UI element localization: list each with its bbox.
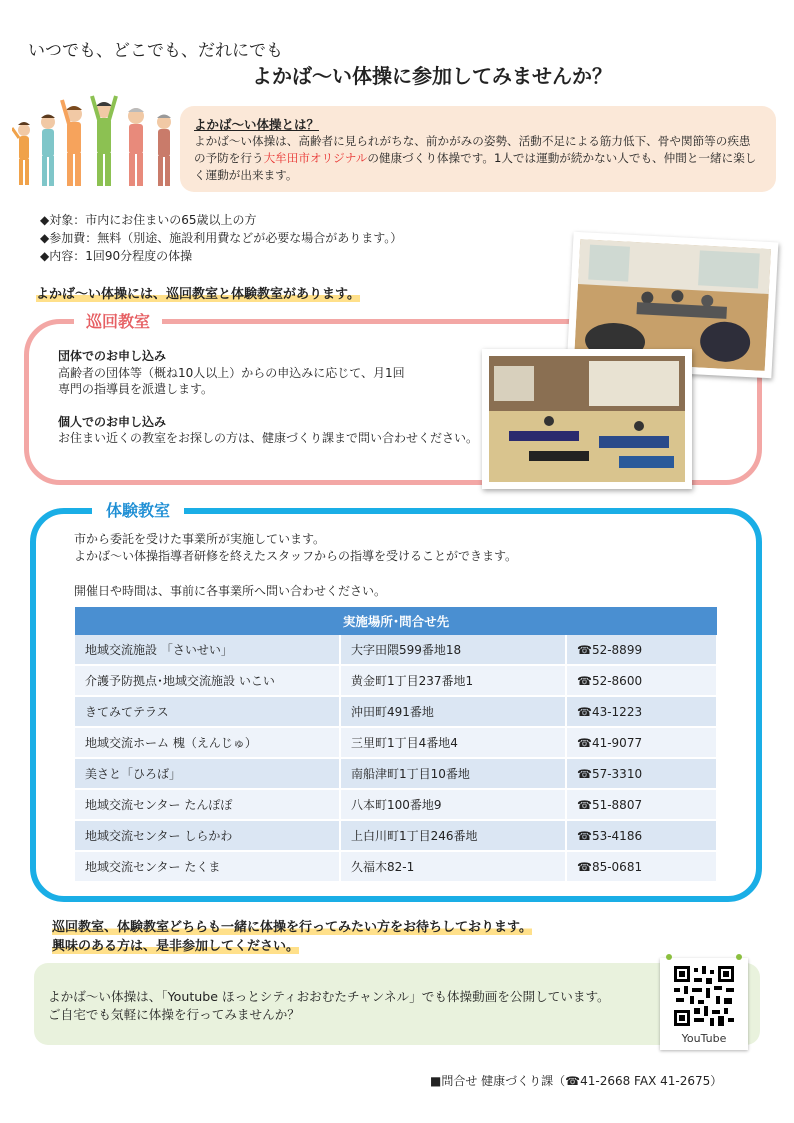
intro-heading: よかば～い体操とは？: [194, 117, 320, 132]
closing-line: 巡回教室、体験教室どちらも一緒に体操を行ってみたい方をお待ちしております。: [52, 920, 532, 935]
venue-phone: ☎41-9077: [566, 727, 717, 758]
individual-application-text: お住まい近くの教室をお探しの方は、健康づくり課まで問い合わせください。: [58, 431, 479, 445]
group-application-heading: 団体でのお申し込み: [58, 349, 167, 363]
page-title: よかば～い体操に参加してみませんか？: [252, 64, 612, 88]
qr-code-icon: [672, 964, 736, 1028]
venue-address: 大字田隈599番地18: [340, 635, 566, 665]
bullet-target: ◆対象：市内にお住まいの65歳以上の方: [40, 213, 257, 227]
venue-name: きてみてテラス: [75, 696, 340, 727]
venue-phone: ☎53-4186: [566, 820, 717, 851]
bullet-fee: ◆参加費：無料（別途、施設利用費などが必要な場合があります。）: [40, 231, 403, 245]
figure-1: [12, 122, 30, 185]
table-row: [75, 635, 717, 665]
youtube-text-line: よかば～い体操は、「Youtube ほっとシティおおむたチャンネル」でも体操動画を公開しています。: [48, 989, 610, 1004]
intro-text-part: よかば～い体操は、高齢者に見られがちな、前かがみの姿勢、活動不足による筋力低下、骨や関節等の疾患の予防を行う: [194, 134, 751, 165]
venue-phone: ☎57-3310: [566, 758, 717, 789]
venue-table-header: 実施場所･問合せ先: [75, 607, 717, 635]
taiken-note: 開催日や時間は、事前に各事業所へ問い合わせください。: [74, 584, 387, 598]
individual-application-heading: 個人でのお申し込み: [58, 414, 167, 429]
venue-phone: ☎52-8600: [566, 665, 717, 696]
table-row: [75, 758, 717, 789]
group-application-text: 専門の指導員を派遣します。: [58, 382, 214, 396]
venue-name: 地域交流施設 「さいせい」: [75, 635, 340, 665]
figure-5: [128, 108, 144, 186]
table-row: [75, 665, 717, 696]
page-subtitle: いつでも、どこでも、だれにでも: [28, 41, 283, 61]
contact-info: ■問合せ 健康づくり課（☎41-2668 FAX 41-2675）: [430, 1074, 723, 1088]
table-row: [75, 789, 717, 820]
venue-table: [75, 607, 718, 883]
venue-address: 八本町100番地9: [340, 789, 566, 820]
venue-phone: ☎51-8807: [566, 789, 717, 820]
table-row: [75, 851, 717, 882]
table-row: [75, 820, 717, 851]
taiken-title: 体験教室: [92, 498, 184, 521]
classes-intro: [36, 283, 360, 302]
figure-2: [41, 115, 55, 187]
venue-address: 南船津町1丁目10番地: [340, 758, 566, 789]
venue-address: 黄金町1丁目237番地1: [340, 665, 566, 696]
pin-icon: [666, 954, 672, 960]
venue-name: 地域交流センター たんぽぽ: [75, 789, 340, 820]
closing-line: 興味のある方は、是非参加してください。: [52, 939, 300, 954]
class-photo-2: [482, 349, 692, 489]
venue-name: 介護予防拠点･地域交流施設 いこい: [75, 665, 340, 696]
exercising-people-illustration: [12, 92, 182, 192]
figure-6: [157, 115, 171, 187]
closing-message: [52, 918, 532, 956]
venue-name: 地域交流センター しらかわ: [75, 820, 340, 851]
venue-table-header-row: [75, 607, 717, 635]
intro-highlight: 大牟田市オリジナル: [263, 151, 368, 165]
info-bullets: [40, 211, 402, 265]
group-application-text: 高齢者の団体等（概ね10人以上）からの申込みに応じて、月1回: [58, 365, 405, 380]
venue-address: 久福木82-1: [340, 851, 566, 882]
venue-name: 地域交流センター たくま: [75, 851, 340, 882]
pin-icon: [736, 954, 742, 960]
table-row: [75, 696, 717, 727]
junkai-content: [58, 348, 478, 447]
table-row: [75, 727, 717, 758]
venue-name: 地域交流ホーム 槐（えんじゅ）: [75, 727, 340, 758]
venue-phone: ☎85-0681: [566, 851, 717, 882]
venue-phone: ☎52-8899: [566, 635, 717, 665]
venue-address: 沖田町491番地: [340, 696, 566, 727]
taiken-description: [74, 531, 517, 565]
youtube-qr-card[interactable]: [660, 958, 748, 1050]
youtube-label: YouTube: [681, 1032, 727, 1045]
venue-phone: ☎43-1223: [566, 696, 717, 727]
class-photo-2-image: [489, 356, 685, 482]
intro-box: [180, 106, 776, 192]
venue-address: 上白川町1丁目246番地: [340, 820, 566, 851]
bullet-content: ◆内容：1回90分程度の体操: [40, 249, 193, 263]
classes-intro-text: よかば～い体操には、巡回教室と体験教室があります。: [36, 287, 360, 302]
youtube-text-line: ご自宅でも気軽に体操を行ってみませんか？: [48, 1007, 300, 1022]
taiken-text-line: 市から委託を受けた事業所が実施しています。: [74, 532, 326, 546]
intro-text: [194, 133, 762, 184]
venue-address: 三里町1丁目4番地4: [340, 727, 566, 758]
figure-3: [62, 100, 82, 186]
intro-text-part: の健康づくり体操です。1人では運動が続かない人でも、仲間と一緒に楽しく運動が出来ます。: [194, 151, 757, 182]
youtube-box: [34, 963, 760, 1045]
taiken-text-line: よかば～い体操指導者研修を終えたスタッフからの指導を受けることができます。: [74, 549, 518, 563]
junkai-title: 巡回教室: [74, 309, 162, 332]
venue-name: 美さと「ひろば」: [75, 758, 340, 789]
figure-4: [92, 96, 116, 186]
